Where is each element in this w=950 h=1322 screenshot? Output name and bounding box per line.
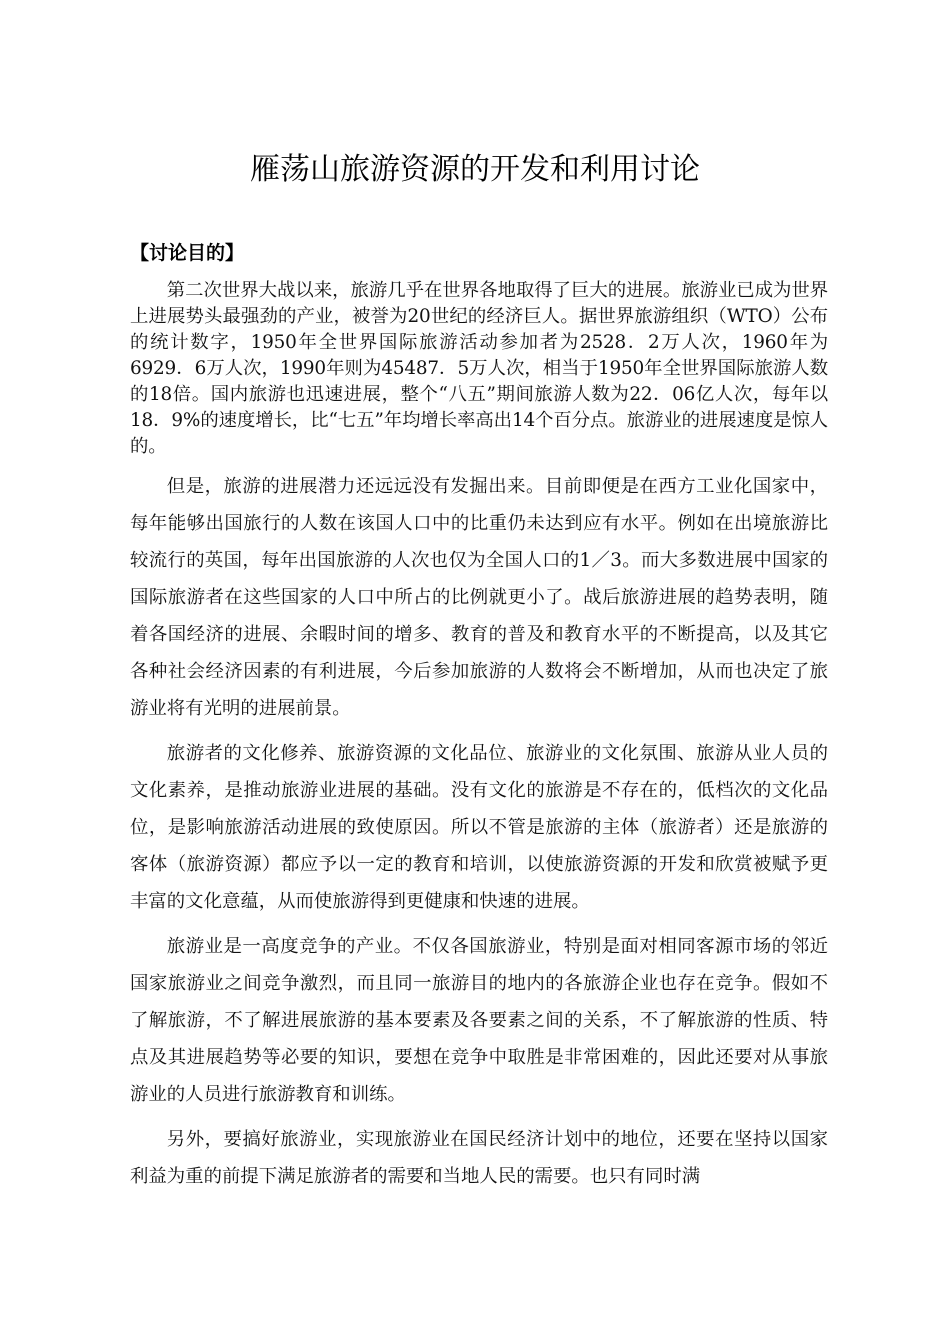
paragraph: 但是，旅游的进展潜力还远远没有发掘出来。目前即便是在西方工业化国家中，每年能够出国旅行的人数在该国人口中的比重仍未达到应有水平。例如在出境旅游比较流行的英国，每年出国旅游的人次也仅为全国人口的1／3。而大多数进展中国家的国际旅游者在这些国家的人口中所占的比例就更小了。战后旅游进展的趋势表明，随着各国经济的进展、余暇时间的增多、教育的普及和教育水平的不断提高，以及其它各种社会经济因素的有利进展，今后参加旅游的人数将会不断增加，从而也决定了旅游业将有光明的进展前景。 — [130, 476, 828, 719]
document-body — [130, 278, 828, 1203]
section-heading: 【讨论目的】 — [130, 242, 245, 264]
paragraph: 旅游业是一高度竞争的产业。不仅各国旅游业，特别是面对相同客源市场的邻近国家旅游业之间竞争激烈，而且同一旅游目的地内的各旅游企业也存在竞争。假如不了解旅游，不了解进展旅游的基本要素及各要素之间的关系，不了解旅游的性质、特点及其进展趋势等必要的知识，要想在竞争中取胜是非常困难的，因此还要对从事旅游业的人员进行旅游教育和训练。 — [130, 936, 828, 1105]
paragraph: 旅游者的文化修养、旅游资源的文化品位、旅游业的文化氛围、旅游从业人员的文化素养，是推动旅游业进展的基础。没有文化的旅游是不存在的，低档次的文化品位，是影响旅游活动进展的致使原因。所以不管是旅游的主体（旅游者）还是旅游的客体（旅游资源）都应予以一定的教育和培训，以使旅游资源的开发和欣赏被赋予更丰富的文化意蕴，从而使旅游得到更健康和快速的进展。 — [130, 743, 828, 912]
document-title: 雁荡山旅游资源的开发和利用讨论 — [250, 152, 700, 187]
paragraph: 第二次世界大战以来，旅游几乎在世界各地取得了巨大的进展。旅游业已成为世界上进展势头最强劲的产业，被誉为20世纪的经济巨人。据世界旅游组织（WTO）公布的统计数字，1950年全世界国际旅游活动参加者为2528．2万人次，1960年为6929．6万人次，1990年则为45487．5万人次，相当于1950年全世界国际旅游人数的18倍。国内旅游也迅速进展，整个“八五”期间旅游人数为22．06亿人次，每年以18．9%的速度增长，比“七五”年均增长率高出14个百分点。旅游业的进展速度是惊人的。 — [130, 280, 828, 457]
paragraph: 另外，要搞好旅游业，实现旅游业在国民经济计划中的地位，还要在坚持以国家利益为重的前提下满足旅游者的需要和当地人民的需要。也只有同时满 — [130, 1129, 828, 1187]
